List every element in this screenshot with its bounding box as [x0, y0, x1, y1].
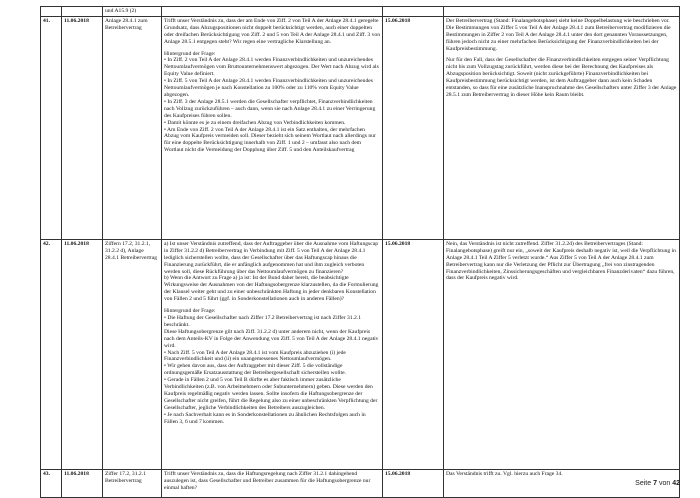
question-text: [164, 18, 380, 154]
date-cell: 11.06.2018: [62, 469, 103, 497]
question-text: [164, 471, 380, 492]
answer-paragraph: Der Betreibervertrag (Stand: Finalangebotsphase) sieht keine Doppelbelastung wie beschrieben vor. Die Bestimmungen von Ziffer 5 von Teil A der Anlage 28.4.1 zum Betreibervertrag modifizieren die Bestimmungen in Ziffer 2 von Teil A der Anlage 28.4.1 unter den dort genannten Voraussetzungen, führen jedoch nicht zu einer mehrfachen Berücksichtigung der Finanzverbindlichkeiten bei der Kaufpreisbestimmung.: [446, 17, 671, 52]
question-paragraph: • Damit könnte es je zu einem dreifachen Abzug von Verbindlichkeiten kommen.: [164, 119, 346, 126]
question-paragraph: • In Ziff. 2 von Teil A der Anlage 28.4.1 werden Finanzverbindlichkeiten und unzureichendes Nettoumlaufvermögen vom Bruttounternehmenswert abgezogen. Der Wert nach Abzug wird als Equity Value definiert.: [164, 57, 379, 78]
nr-cell: 43.: [41, 469, 62, 497]
ref-cell: Ziffer 17.2, 31.2.1 Betreibervertrag: [103, 469, 162, 497]
answer-date-cell: 15.06.2018: [383, 239, 444, 469]
answer-text: [446, 471, 677, 478]
question-paragraph: Hintergrund der Frage:: [164, 50, 216, 57]
page-separator: von: [658, 480, 671, 487]
table-row: [41, 239, 680, 469]
question-paragraph: Diese Haftungsobergrenze gilt nach Ziff. 31.2.2 d) unter anderem nicht, wenn der Kaufpreis nach dem Anteils-KV in Folge der Anwendung von Ziff. 5 von Teil A der Anlage 28.4.1 negativ wird.: [164, 328, 379, 349]
answer-text: [446, 18, 677, 99]
date-cell: 11.06.2018: [62, 16, 103, 239]
date-cell: 11.06.2018: [62, 239, 103, 469]
question-paragraph: • In Ziff. 5 von Teil A der Anlage 28.4.1 werden Finanzverbindlichkeiten und unzureichendes Nettoumlaufvermögen je nach Konstellation zu 100% oder zu 110% vom Equity Value abgezogen.: [164, 78, 373, 98]
answer-paragraph: Nein, das Verständnis ist nicht zutreffend. Ziffer 31.2.2d) des Betreibervertrages (Stand: Finalangebotsphase) greift nur ein, „soweit der Kaufpreis deshalb negativ ist, weil die Verpflichtung in Anlage 28.4.1 Teil A Ziffer 5 verletzt wurde.“ Aus Ziffer 5 von Teil A der Anlage 28.4.1 zum Betreibervertrag kann nur die Verletzung der Pflicht zur Übertragung „frei von zinstragenden Finanzverbindlichkeiten, Zinssicherungsgeschäften und vergleichbaren Finanzderivaten“ dazu führen, dass der Kaufpreis negativ wird.: [446, 240, 676, 282]
question-cell: [162, 239, 383, 469]
question-paragraph: • Wir gehen davon aus, dass der Auftraggeber mit dieser Ziff. 5 die vollständige ordnungsgemäße Ersatzausstattung der Betreibergesellschaft sicherstellen wollte.: [164, 363, 346, 377]
question-paragraph: • Am Ende von Ziff. 2 von Teil A der Anlage 28.4.1 ist ein Satz enthalten, der mehrfachen Abzug vom Kaufpreis vermeiden soll. Dieser bezieht sich seinem Wortlaut nach allerdings nur für eine doppelte Berücksichtigung innerhalb von Ziff. 1 und 2 – umfasst also nach dem Wortlaut nicht die Vermeidung der Dopplung über Ziff. 5 und den Anteilskaufvertrag: [164, 126, 376, 154]
question-paragraph: Trifft unser Verständnis zu, dass die Haftungsregelung nach Ziffer 31.2.1 dahingehend auszulegen ist, dass Gesellschafter und Betreiber zusammen für die Haftungsobergrenze nur einmal haften?: [164, 470, 371, 491]
table-row: [41, 469, 680, 497]
question-paragraph: Trifft unser Verständnis zu, dass der am Ende von Ziff. 2 von Teil A der Anlage 28.4.1 geregelte Grundsatz, dass Abzugspositionen nicht doppelt berücksichtigt werden, auch einer doppelten oder dreifachen Berücksichtigung von Ziff. 2 und 5 von Teil A der Anlage 28.4.1 und Ziff. 3 von Anlage 28.5.1 entgegen steht? Wir regen eine vertragliche Klarstellung an.: [164, 17, 381, 45]
answer-text: [446, 241, 677, 282]
answer-paragraph: Das Verständnis trifft zu. Vgl. hierzu auch Frage 34.: [446, 470, 563, 477]
question-paragraph: Hintergrund der Frage:: [164, 308, 216, 315]
question-cell: [162, 469, 383, 497]
nr-cell: [41, 7, 62, 17]
page-number: 7: [653, 480, 657, 487]
page-prefix: Seite: [635, 480, 652, 487]
page-total: 42: [672, 480, 680, 487]
question-cell: [162, 7, 383, 17]
question-paragraph: b) Wenn die Antwort zu Frage a) ja ist: Ist der Bund daher bereit, die beabsichtigte Wirkungsweise der Ausnahmen von der Haftungsobergrenze klarzustellen, da die Formulierung der Klausel weiter geht und zu einer unbeschränkten Haftung in jeder denkbaren Konstellation von Fällen 2 und 5 führt (ggf. in Sonderkonstellationen auch in anderen Fällen)?: [164, 275, 379, 303]
date-cell: [62, 7, 103, 17]
question-text: [164, 241, 380, 426]
answer-date-cell: [383, 7, 444, 17]
question-paragraph: • Die Haftung der Gesellschafter nach Ziffer 17.2 Betreibervertrag ist nach Ziffer 31.2.1 beschränkt.: [164, 314, 361, 328]
question-paragraph: • In Ziff. 3 der Anlage 28.5.1 werden die Gesellschafter verpflichtet, Finanzverbindlichkeiten nach Vollzug zurückzuführen – auch dann, wenn sie nach Anlage 28.4.1 zu einer Verringerung des Kaufpreises führen sollen.: [164, 98, 376, 119]
answer-date-cell: 15.06.2018: [383, 16, 444, 239]
answer-cell: [444, 7, 680, 17]
question-paragraph: • Je nach Sachverhalt kann es in Sonderkonstellationen zu ähnlichen Rechtsfolgen auch in Fällen 3, 6 und 7 kommen.: [164, 411, 366, 425]
question-paragraph: • Gerade in Fällen 2 und 5 von Teil B dürfte es aber faktisch immer zusätzliche Verbindlichkeiten (z.B. von Arbeitnehmern oder Subunternehmern) geben. Diese werden den Kaufpreis regelmäßig negativ werden lassen. Sollte insofern die Haftungsobergrenze der Gesellschafter nicht greifen, führt die Regelung also zu einer unbeschränkten Verpflichtung der Gesellschafter, jegliche Verbindlichkeiten des Betreibers auszugleichen.: [164, 377, 378, 411]
question-paragraph: • Nach Ziff. 5 von Teil A der Anlage 28.4.1 ist vom Kaufpreis abzuziehen (i) jede Finanzverbindlichkeit und (ii) ein unangemessenes Nettoumlaufvermögen.: [164, 349, 346, 363]
qa-table: [40, 6, 680, 498]
answer-paragraph: Nur für den Fall, dass der Gesellschafter die Finanzverbindlichkeiten entgegen seiner Verpflichtung nicht bis zum Vollzugstag zurückführt, werden diese bei der Berechnung des Kaufpreises als Abzugsposition berücksichtigt. Soweit (nicht zurückgeführte) Finanzverbindlichkeiten bei Kaufpreisbestimmung berücksichtigt werden, ist dem Auftraggeber dann auch kein Schaden entstanden, so dass für eine zusätzliche Inanspruchnahme des Gesellschafters unter Ziffer 3 der Anlage 28.5.1 zum Betreibervertrag in dieser Höhe kein Raum bleibt.: [446, 57, 677, 98]
ref-cell: Ziffern 17.2, 31.2.1, 31.2.2 d), Anlage 28.4.1 Betreibervertrag: [103, 239, 162, 469]
answer-date-cell: 15.06.2018: [383, 469, 444, 497]
question-cell: [162, 16, 383, 239]
table-row: [41, 7, 680, 17]
ref-cell: Anlage 28.4.1 zum Betreibervertrag: [103, 16, 162, 239]
page-footer: [635, 480, 680, 487]
answer-cell: [444, 16, 680, 239]
nr-cell: 42.: [41, 239, 62, 469]
ref-cell: und A15.9 (2): [103, 7, 162, 17]
question-paragraph: a) Ist unser Verständnis zutreffend, dass der Auftraggeber über die Ausnahme vom Haftungscap in Ziffer 31.2.2 d) Betreibervertrag in Verbindung mit Ziff. 5 von Teil A der Anlage 28.4.1 lediglich sicherstellen wollte, dass der Gesellschafter über das Haftungscap hinaus die Finanzierung zurückführt, die er anfänglich aufgenommen hat und ihm zugleich verboten werden soll, diese Rückführung über das Nettoumlaufvermögen zu finanzieren?: [164, 240, 379, 275]
table-row: [41, 16, 680, 239]
answer-cell: [444, 239, 680, 469]
nr-cell: 41.: [41, 16, 62, 239]
